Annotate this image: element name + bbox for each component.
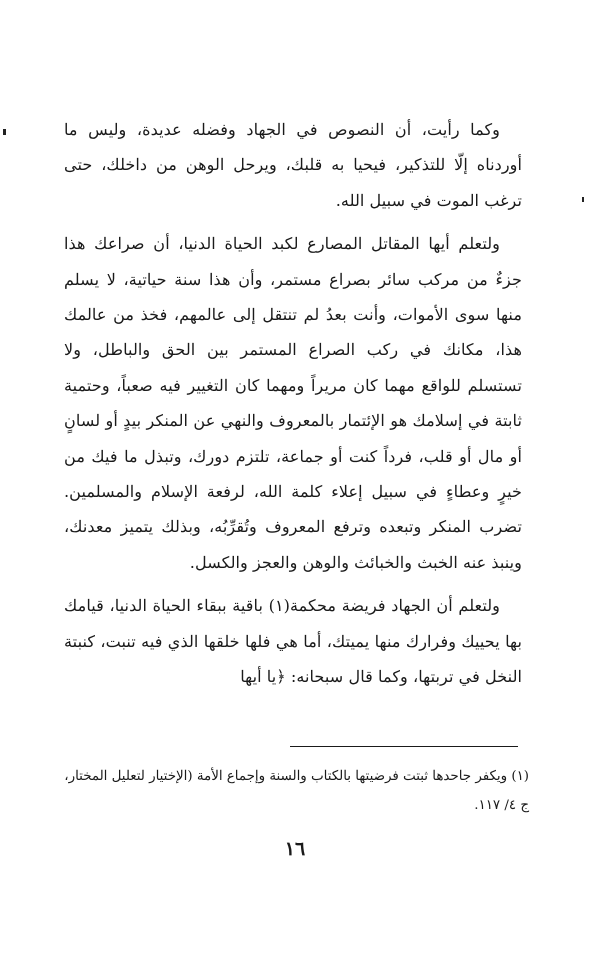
paragraph: وكما رأيت، أن النصوص في الجهاد وفضله عديدة، وليس ما أوردناه إلّا للتذكير، فيحيا به قلبك، ويرحل الوهن من داخلك، حتى ترغب الموت في سبيل الله. bbox=[64, 120, 522, 210]
paragraph: ولتعلم أن الجهاد فريضة محكمة(١) باقية ببقاء الحياة الدنيا، قيامك بها يحييك وفرارك منها يميتك، أما هي فلها خلقها الذي فيه تنبت، كنبتة النخل في تربتها، وكما قال سبحانه: ﴿يا أيها bbox=[64, 596, 522, 687]
footnote: (١) ويكفر جاحدها ثبتت فرضيتها بالكتاب والسنة وإجماع الأمة (الإختيار لتعليل المختار، ج ٤/ ١١٧. bbox=[64, 769, 529, 813]
footnote-divider bbox=[290, 746, 518, 747]
scan-margin-mark bbox=[582, 197, 584, 202]
scan-margin-mark bbox=[3, 129, 6, 135]
paragraph: ولتعلم أيها المقاتل المصارع لكبد الحياة الدنيا، أن صراعك هذا جزءٌ من مركب سائر بصراع مستمر، وأن هذا سنة حياتية، لا يسلم منها سوى الأموات، وأنت بعدُ لم تنتقل إلى عالمهم، فخذ من عالمك هذا، مكانك في ركب الصراع المستمر بين الحق والباطل، ولا تستسلم للواقع مهما كان مريراً ومهما كان التغيير فيه صعباً، وحتمية ثابتة في إسلامك هو الإئتمار بالمعروف والنهي عن المنكر بيدٍ أو لسانٍ أو مال أو قلب، فرداً كنت أو جماعة، تلتزم دورك، وتبذل ما فيك من خيرٍ وعطاءٍ في سبيل إعلاء كلمة الله، لرفعة الإسلام والمسلمين. تضرب المنكر وتبعده وترفع المعروف وتُقرِّبُه، وبذلك يتميز معدنك، وينبذ عنه الخبث والخبائث والوهن والعجز والكسل. bbox=[64, 234, 522, 572]
main-text bbox=[64, 112, 522, 695]
page-number: ١٦ bbox=[284, 838, 306, 860]
